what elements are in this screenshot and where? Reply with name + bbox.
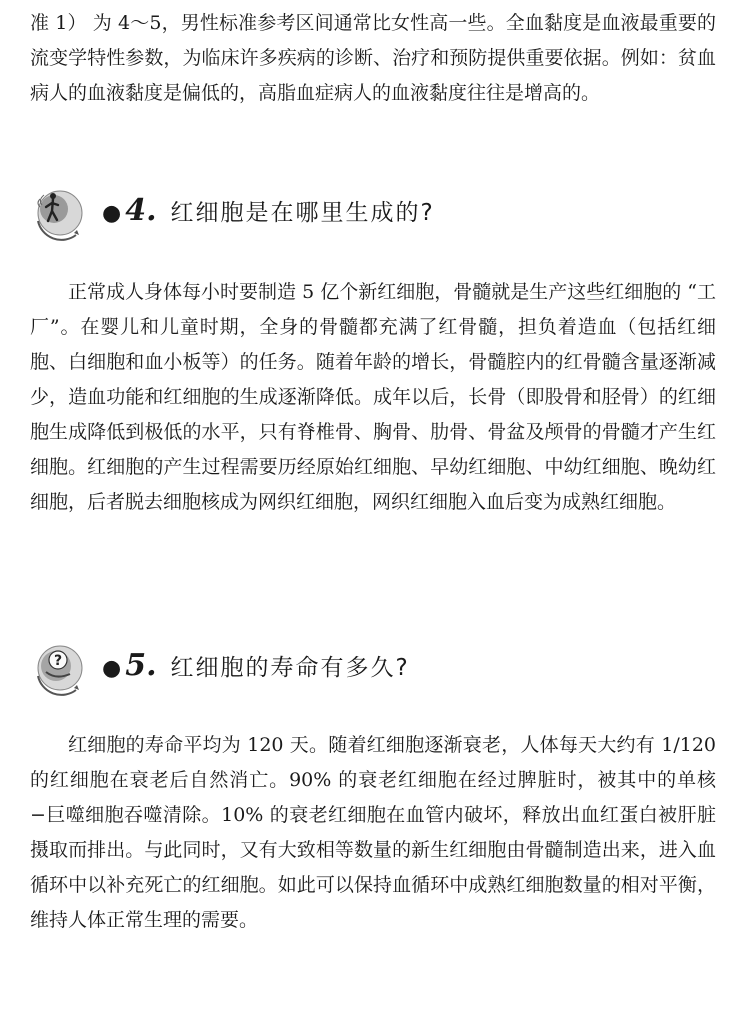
- heading-title: 红细胞的寿命有多久?: [170, 655, 410, 681]
- heading-bullet: ●: [102, 656, 122, 681]
- heading-question-5: [30, 638, 716, 698]
- heading-title: 红细胞是在哪里生成的?: [170, 200, 435, 226]
- question-icon: [30, 638, 94, 698]
- intro-paragraph: 准 1） 为 4～5，男性标准参考区间通常比女性高一些。全血黏度是血液最重要的流变学特性参数，为临床许多疾病的诊断、治疗和预防提供重要依据。例如：贫血病人的血液黏度是偏低的，高脂血症病人的血液黏度往往是增高的。: [30, 12, 716, 104]
- heading-number: 4.: [125, 193, 157, 228]
- heading-number: 5.: [125, 648, 157, 683]
- heading-question-4: [30, 183, 716, 243]
- runner-icon: [30, 183, 94, 243]
- section-5-paragraph: 红细胞的寿命平均为 120 天。随着红细胞逐渐衰老，人体每天大约有 1/120 的红细胞在衰老后自然消亡。90% 的衰老红细胞在经过脾脏时，被其中的单核−巨噬细胞吞噬清除。10% 的衰老红细胞在血管内破坏，释放出血红蛋白被肝脏摄取而排出。与此同时，又有大致相等数量的新生红细胞由骨髓制造出来，进入血循环中以补充死亡的红细胞。如此可以保持血循环中成熟红细胞数量的相对平衡，维持人体正常生理的需要。: [30, 734, 716, 931]
- question-mark-glyph: ?: [53, 653, 63, 669]
- section-4-paragraph: 正常成人身体每小时要制造 5 亿个新红细胞，骨髓就是生产这些红细胞的 “工厂”。在婴儿和儿童时期，全身的骨髓都充满了红骨髓，担负着造血（包括红细胞、白细胞和血小板等）的任务。随着年龄的增长，骨髓腔内的红骨髓含量逐渐减少，造血功能和红细胞的生成逐渐降低。成年以后，长骨（即股骨和胫骨）的红细胞生成降低到极低的水平，只有脊椎骨、胸骨、肋骨、骨盆及颅骨的骨髓才产生红细胞。红细胞的产生过程需要历经原始红细胞、早幼红细胞、中幼红细胞、晚幼红细胞，后者脱去细胞核成为网织红细胞，网织红细胞入血后变为成熟红细胞。: [30, 281, 716, 513]
- heading-bullet: ●: [102, 201, 122, 226]
